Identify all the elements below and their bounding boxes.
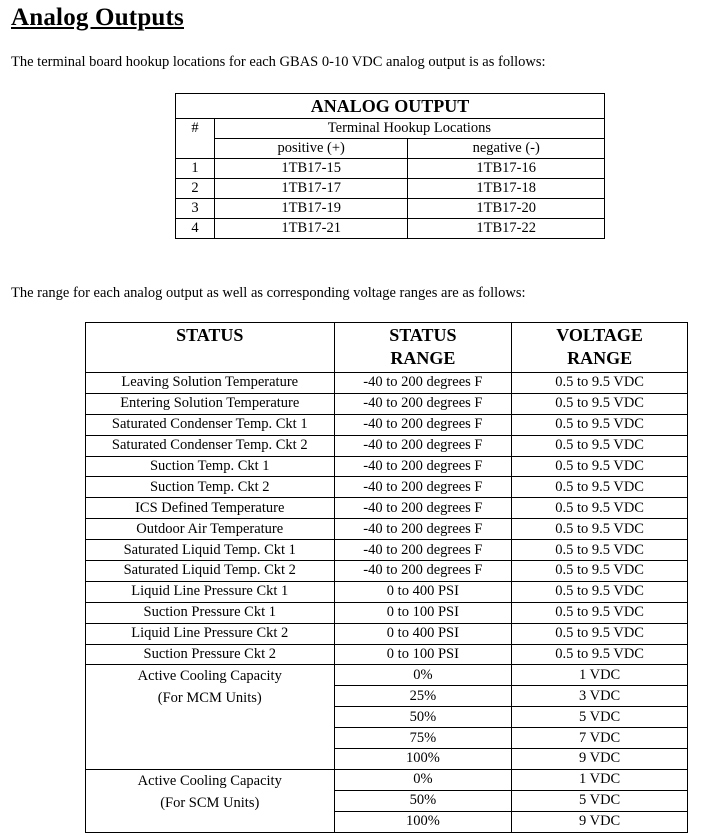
table-row: [86, 644, 688, 665]
status-cell: Entering Solution Temperature: [86, 393, 335, 414]
status-range-cell: -40 to 200 degrees F: [334, 561, 512, 582]
voltage-range-cell: 7 VDC: [512, 728, 688, 749]
table-row: [86, 498, 688, 519]
analog-output-table: [175, 93, 605, 239]
voltage-range-cell: 0.5 to 9.5 VDC: [512, 414, 688, 435]
status-cell: Outdoor Air Temperature: [86, 519, 335, 540]
positive-terminal-cell: 1TB17-15: [214, 159, 408, 179]
positive-terminal-cell: 1TB17-21: [214, 219, 408, 239]
table-row: [86, 519, 688, 540]
group-status-cell: [86, 769, 335, 832]
status-range-cell: -40 to 200 degrees F: [334, 477, 512, 498]
group-status-cell: [86, 665, 335, 769]
status-range-table: [85, 322, 688, 833]
negative-header: negative (-): [408, 139, 605, 159]
status-range-cell: 0 to 100 PSI: [334, 602, 512, 623]
status-range-cell: 100%: [334, 811, 512, 832]
status-range-cell: 100%: [334, 749, 512, 770]
voltage-range-cell: 1 VDC: [512, 665, 688, 686]
status-range-cell: -40 to 200 degrees F: [334, 393, 512, 414]
group-label-line1: Active Cooling Capacity: [137, 668, 282, 685]
voltage-range-cell: 0.5 to 9.5 VDC: [512, 498, 688, 519]
voltage-range-cell: 0.5 to 9.5 VDC: [512, 602, 688, 623]
voltage-range-cell: 0.5 to 9.5 VDC: [512, 477, 688, 498]
status-range-cell: 0 to 100 PSI: [334, 644, 512, 665]
table-row: [86, 581, 688, 602]
status-cell: ICS Defined Temperature: [86, 498, 335, 519]
status-range-cell: -40 to 200 degrees F: [334, 498, 512, 519]
table-row: [86, 623, 688, 644]
voltage-range-cell: 0.5 to 9.5 VDC: [512, 456, 688, 477]
table-row: [176, 159, 605, 179]
table-caption: ANALOG OUTPUT: [176, 94, 605, 119]
intro-paragraph-range: The range for each analog output as well as corresponding voltage ranges are as follows:: [11, 285, 526, 301]
table-row: [86, 456, 688, 477]
voltage-range-cell: 0.5 to 9.5 VDC: [512, 435, 688, 456]
status-range-cell: 50%: [334, 790, 512, 811]
status-cell: Suction Pressure Ckt 1: [86, 602, 335, 623]
group-label-line1: Active Cooling Capacity: [137, 772, 282, 789]
voltage-range-cell: 5 VDC: [512, 707, 688, 728]
table-row: [86, 602, 688, 623]
group-label-line2: (For SCM Units): [160, 794, 260, 811]
group-label-line2: (For MCM Units): [157, 690, 262, 707]
negative-terminal-cell: 1TB17-20: [408, 199, 605, 219]
table-row: [86, 393, 688, 414]
negative-terminal-cell: 1TB17-16: [408, 159, 605, 179]
status-range-header: STATUS RANGE: [334, 323, 512, 373]
table-row: [176, 179, 605, 199]
voltage-range-cell: 3 VDC: [512, 686, 688, 707]
table-row: [86, 561, 688, 582]
table-row: [86, 477, 688, 498]
voltage-range-cell: 9 VDC: [512, 811, 688, 832]
status-cell: Liquid Line Pressure Ckt 1: [86, 581, 335, 602]
status-range-cell: 0%: [334, 665, 512, 686]
table-row: [86, 373, 688, 394]
output-number-cell: 3: [176, 199, 215, 219]
voltage-range-cell: 9 VDC: [512, 749, 688, 770]
status-cell: Suction Temp. Ckt 1: [86, 456, 335, 477]
voltage-range-cell: 0.5 to 9.5 VDC: [512, 644, 688, 665]
positive-terminal-cell: 1TB17-17: [214, 179, 408, 199]
voltage-range-cell: 5 VDC: [512, 790, 688, 811]
voltage-range-cell: 0.5 to 9.5 VDC: [512, 623, 688, 644]
status-range-cell: 0 to 400 PSI: [334, 581, 512, 602]
status-cell: Suction Temp. Ckt 2: [86, 477, 335, 498]
voltage-range-cell: 0.5 to 9.5 VDC: [512, 561, 688, 582]
status-range-cell: -40 to 200 degrees F: [334, 519, 512, 540]
voltage-range-cell: 1 VDC: [512, 769, 688, 790]
voltage-range-header: VOLTAGE RANGE: [512, 323, 688, 373]
status-range-cell: 75%: [334, 728, 512, 749]
table-row: [176, 219, 605, 239]
negative-terminal-cell: 1TB17-22: [408, 219, 605, 239]
table-row: [86, 435, 688, 456]
status-cell: Liquid Line Pressure Ckt 2: [86, 623, 335, 644]
status-range-cell: -40 to 200 degrees F: [334, 373, 512, 394]
terminal-hookup-header: Terminal Hookup Locations: [214, 119, 604, 139]
status-range-cell: -40 to 200 degrees F: [334, 456, 512, 477]
voltage-range-cell: 0.5 to 9.5 VDC: [512, 519, 688, 540]
status-cell: Leaving Solution Temperature: [86, 373, 335, 394]
number-header: #: [176, 119, 215, 159]
table-row: [86, 414, 688, 435]
page-title: Analog Outputs: [11, 4, 184, 31]
status-header: STATUS: [86, 323, 335, 373]
status-range-cell: 25%: [334, 686, 512, 707]
positive-terminal-cell: 1TB17-19: [214, 199, 408, 219]
negative-terminal-cell: 1TB17-18: [408, 179, 605, 199]
table-row: [86, 665, 688, 686]
status-range-cell: 50%: [334, 707, 512, 728]
status-cell: Suction Pressure Ckt 2: [86, 644, 335, 665]
intro-paragraph-terminal: The terminal board hookup locations for each GBAS 0-10 VDC analog output is as follows:: [11, 54, 546, 70]
status-range-cell: -40 to 200 degrees F: [334, 414, 512, 435]
status-range-cell: -40 to 200 degrees F: [334, 435, 512, 456]
status-cell: Saturated Liquid Temp. Ckt 1: [86, 540, 335, 561]
voltage-range-cell: 0.5 to 9.5 VDC: [512, 393, 688, 414]
positive-header: positive (+): [214, 139, 408, 159]
table-row: [86, 540, 688, 561]
voltage-range-cell: 0.5 to 9.5 VDC: [512, 540, 688, 561]
table-row: [86, 769, 688, 790]
status-cell: Saturated Liquid Temp. Ckt 2: [86, 561, 335, 582]
output-number-cell: 2: [176, 179, 215, 199]
status-cell: Saturated Condenser Temp. Ckt 2: [86, 435, 335, 456]
status-cell: Saturated Condenser Temp. Ckt 1: [86, 414, 335, 435]
status-range-cell: 0 to 400 PSI: [334, 623, 512, 644]
status-range-cell: -40 to 200 degrees F: [334, 540, 512, 561]
output-number-cell: 1: [176, 159, 215, 179]
table-row: [176, 199, 605, 219]
output-number-cell: 4: [176, 219, 215, 239]
status-range-cell: 0%: [334, 769, 512, 790]
voltage-range-cell: 0.5 to 9.5 VDC: [512, 373, 688, 394]
voltage-range-cell: 0.5 to 9.5 VDC: [512, 581, 688, 602]
